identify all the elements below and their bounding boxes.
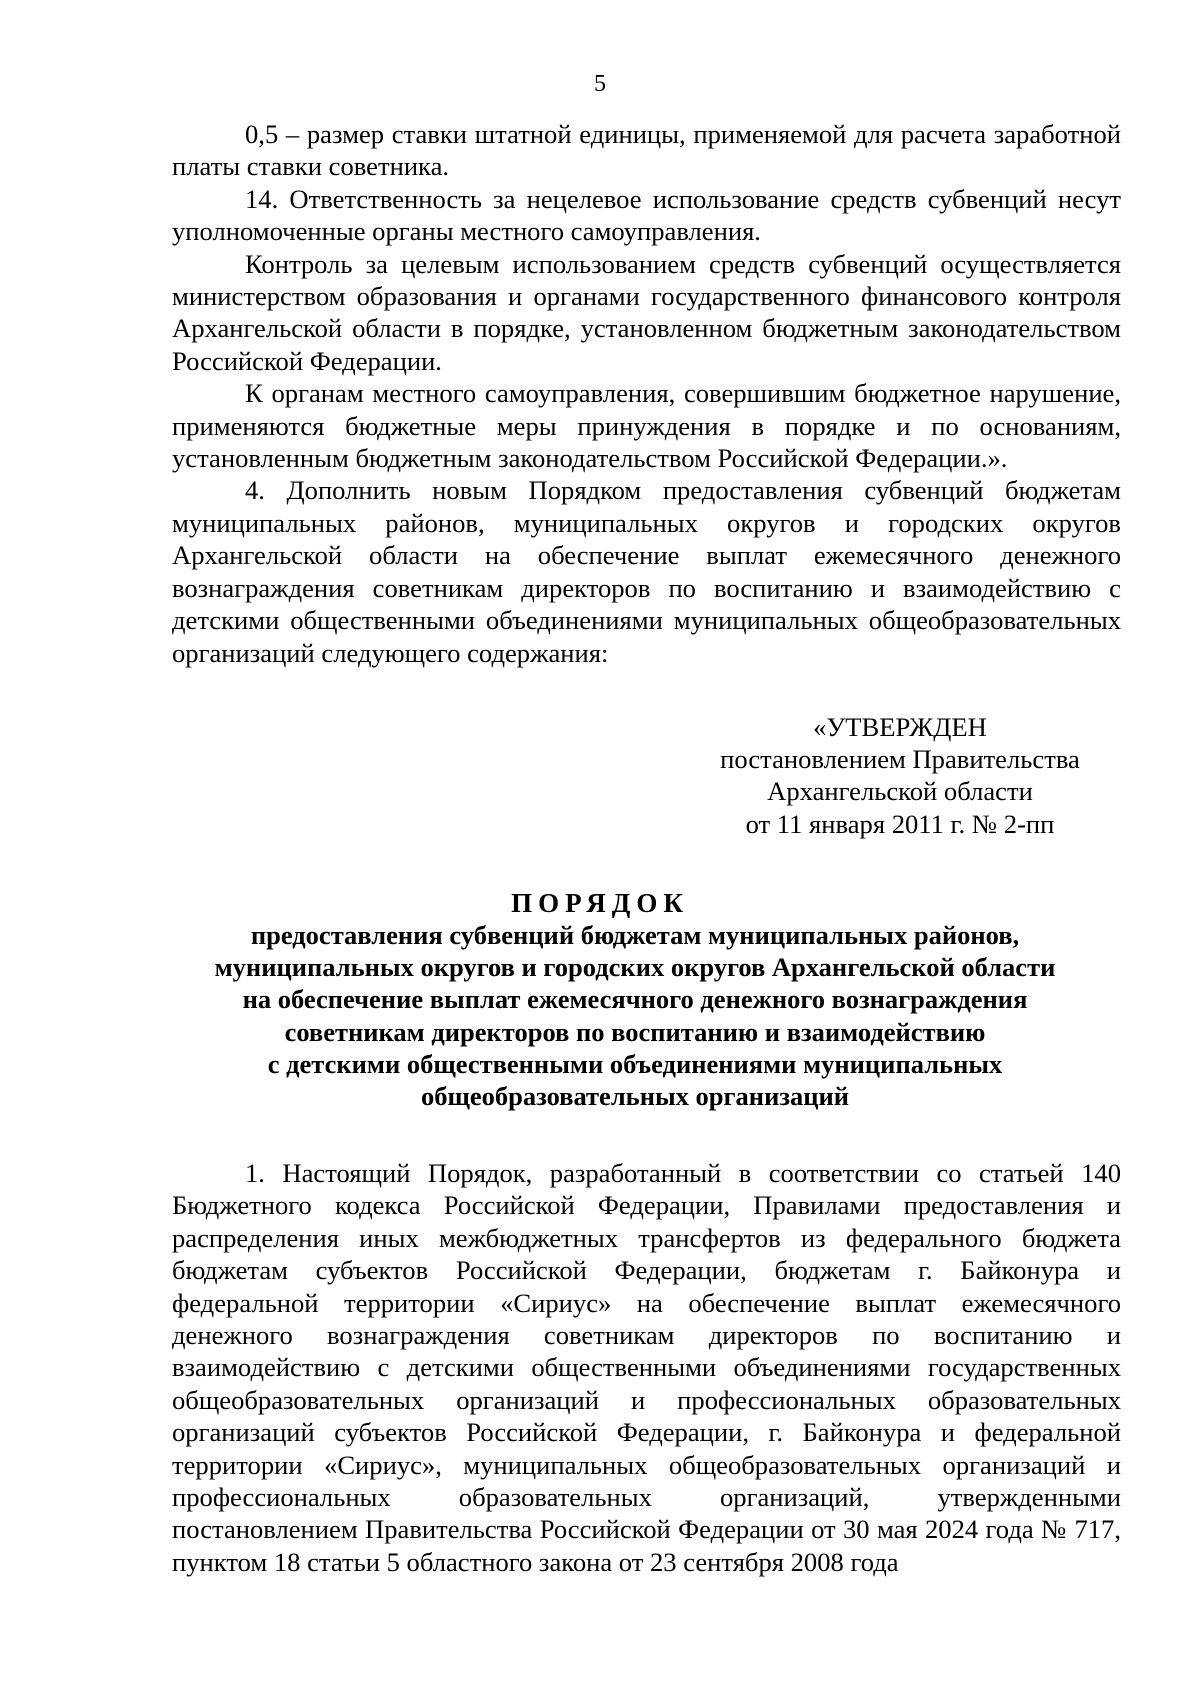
- page-number: 5: [594, 71, 606, 97]
- paragraph-responsibility: 14. Ответственность за нецелевое использование средств субвенций несут уполномоченные органы местного самоуправления.: [172, 183, 1121, 247]
- paragraph-control: Контроль за целевым использованием средств субвенций осуществляется министерством образования и органами государственного финансового контроля Архангельской области в порядке, установленном бюджетным законодательством Российской Федерации.: [172, 248, 1121, 376]
- paragraph-amendment-4: 4. Дополнить новым Порядком предоставления субвенций бюджетам муниципальных районов, муниципальных округов и городских округов Архангельской области на обеспечение выплат ежемесячного денежного вознаграждения советникам директоров по воспитанию и взаимодействию с детскими общественными объединениями муниципальных общеобразовательных организаций следующего содержания:: [172, 475, 1121, 668]
- approval-line-resolution: постановлением Правительства: [720, 744, 1080, 775]
- subtitle-line: предоставления субвенций бюджетам муниципальных районов,: [250, 920, 1020, 950]
- subtitle-line: общеобразовательных организаций: [420, 1081, 850, 1112]
- paragraph-procedure-1: 1. Настоящий Порядок, разработанный в соответствии со статьей 140 Бюджетного кодекса Российской Федерации, Правилами предоставления и распределения иных межбюджетных трансфертов из федерального бюджета бюджетам субъектов Российской Федерации, бюджетам г. Байконура и федеральной территории «Сириус» на обеспечение выплат ежемесячного денежного вознаграждения советникам директоров по воспитанию и взаимодействию с детскими общественными объединениями государственных общеобразовательных организаций и профессиональных образовательных организаций субъектов Российской Федерации, г. Байконура и федеральной территории «Сириус», муниципальных общеобразовательных организаций и профессиональных образовательных организаций, утвержденными постановлением Правительства Российской Федерации от 30 мая 2024 года № 717, пунктом 18 статьи 5 областного закона от 23 сентября 2008 года: [172, 1158, 1121, 1577]
- approval-stamp-block: [680, 711, 1120, 840]
- document-subtitle: [160, 919, 1110, 1112]
- body-text-top: [172, 118, 1121, 669]
- approval-line-approved: «УТВЕРЖДЕН: [813, 712, 987, 742]
- paragraph-rate-size: 0,5 – размер ставки штатной единицы, применяемой для расчета заработной платы ставки советника.: [172, 119, 1121, 182]
- approval-line-region: Архангельской области: [767, 776, 1033, 807]
- subtitle-line: муниципальных округов и городских округов Архангельской области: [214, 952, 1056, 983]
- approval-line-date: от 11 января 2011 г. № 2-пп: [745, 808, 1055, 839]
- body-text-bottom: [172, 1157, 1121, 1578]
- subtitle-line: советникам директоров по воспитанию и взаимодействию: [284, 1016, 986, 1047]
- subtitle-line: с детскими общественными объединениями муниципальных: [267, 1048, 1003, 1079]
- document-title: ПОРЯДОК: [511, 888, 689, 918]
- subtitle-line: на обеспечение выплат ежемесячного денежного вознаграждения: [242, 984, 1028, 1015]
- paragraph-violations: К органам местного самоуправления, совершившим бюджетное нарушение, применяются бюджетные меры принуждения в порядке и по основаниям, установленным бюджетным законодательством Российской Федерации.».: [172, 378, 1121, 474]
